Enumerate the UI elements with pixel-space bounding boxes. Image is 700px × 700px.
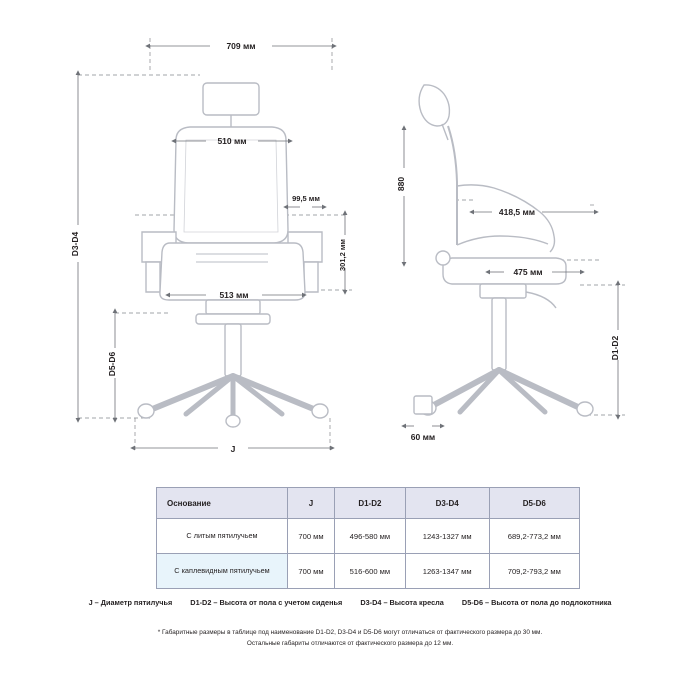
dim-d5-d6: D5-D6 <box>107 351 117 377</box>
legend-key-j: J – <box>88 598 99 607</box>
front-view-chair <box>138 83 328 427</box>
legend-val-j: Диаметр пятилучья <box>100 598 173 607</box>
table-header-d5d6: D5-D6 <box>489 488 579 519</box>
table-row <box>157 519 580 554</box>
cell-d3d4-1: 1243-1327 мм <box>405 519 489 554</box>
cell-j-1: 700 мм <box>288 519 335 554</box>
table-row <box>157 554 580 589</box>
table-header-d1d2: D1-D2 <box>335 488 406 519</box>
dim-seat-depth: 475 мм <box>513 267 543 277</box>
table-header-j: J <box>288 488 335 519</box>
cell-d1d2-1: 496-580 мм <box>335 519 406 554</box>
cell-d5d6-1: 689,2-773,2 мм <box>489 519 579 554</box>
dim-overall-width: 709 мм <box>226 41 256 51</box>
cell-base-1: С литым пятилучьем <box>157 519 288 554</box>
cell-j-2: 700 мм <box>288 554 335 589</box>
legend-val-d3d4: Высота кресла <box>389 598 444 607</box>
legend <box>0 598 700 607</box>
legend-val-d1d2: Высота от пола с учетом сиденья <box>219 598 343 607</box>
cell-d3d4-2: 1263-1347 мм <box>405 554 489 589</box>
dim-overall-depth: 418,5 мм <box>498 207 536 217</box>
footnote-2: Остальные габариты отличаются от фактического размера до 12 мм. <box>246 639 454 647</box>
legend-key-d1d2: D1-D2 – <box>190 598 218 607</box>
cell-d1d2-2: 516-600 мм <box>335 554 406 589</box>
dim-d3-d4: D3-D4 <box>70 231 80 257</box>
legend-key-d5d6: D5-D6 – <box>461 598 490 607</box>
cell-d5d6-2: 709,2-793,2 мм <box>489 554 579 589</box>
dim-backrest-height: 880 <box>396 176 406 192</box>
specifications-table <box>156 487 580 589</box>
table-header-row <box>157 488 580 519</box>
dim-armrest-height: 301,2 мм <box>338 239 347 271</box>
dim-caster-size: 60 мм <box>410 432 436 442</box>
dim-d1-d2: D1-D2 <box>610 335 620 361</box>
legend-key-d3d4: D3-D4 – <box>360 598 388 607</box>
footnotes <box>0 628 700 650</box>
dim-seat-width: 513 мм <box>219 290 249 300</box>
table-header-base: Основание <box>157 488 288 519</box>
dim-armrest-offset: 99,5 мм <box>292 194 320 203</box>
legend-val-d5d6: Высота от пола до подлокотника <box>491 598 612 607</box>
table-header-d3d4: D3-D4 <box>405 488 489 519</box>
footnote-1: * Габаритные размеры в таблице под наименование D1-D2, D3-D4 и D5-D6 могут отличаться от фактического размера до 30 мм. <box>157 629 543 636</box>
side-view-chair <box>414 85 593 416</box>
dim-backrest-width: 510 мм <box>217 136 247 146</box>
dim-base-diameter: J <box>230 444 236 454</box>
cell-base-2: С каплевидным пятилучьем <box>157 554 288 589</box>
